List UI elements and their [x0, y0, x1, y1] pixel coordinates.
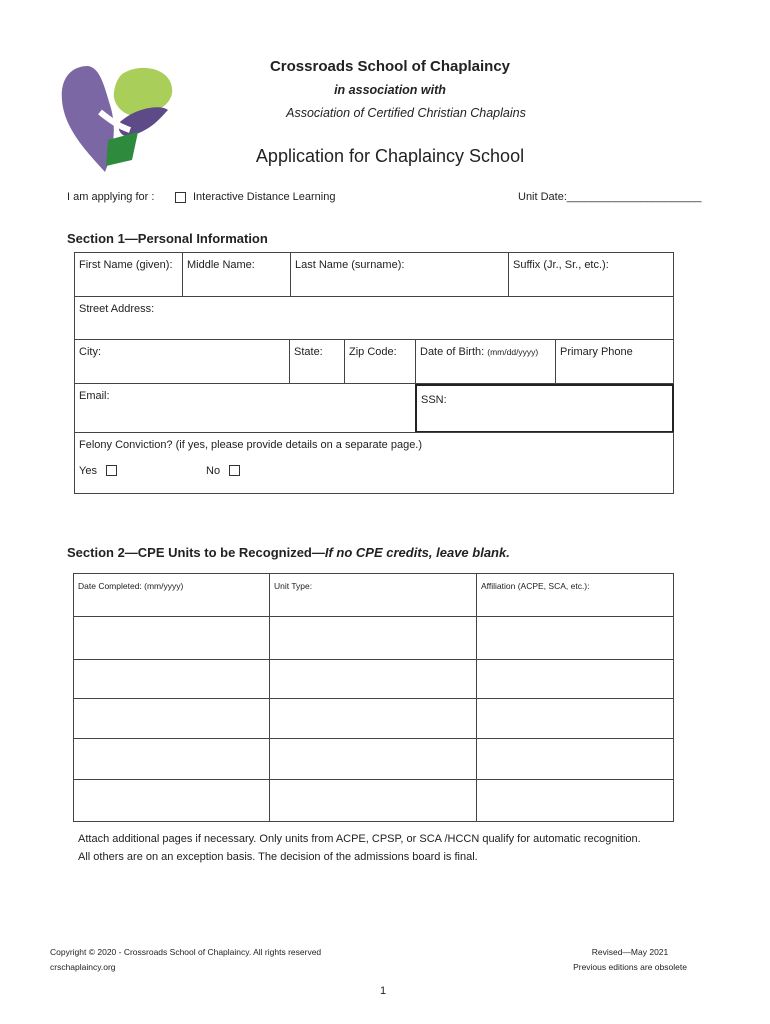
date-of-birth-label: Date of Birth: (mm/dd/yyyy) — [420, 346, 539, 358]
cpe-row2-affiliation[interactable] — [476, 659, 674, 699]
primary-phone-field[interactable] — [555, 339, 674, 384]
cpe-header-date — [73, 573, 270, 617]
association-line: in association with — [334, 83, 446, 97]
suffix-field[interactable] — [508, 252, 674, 297]
cpe-row5-affiliation[interactable] — [476, 779, 674, 822]
footer-revised: Revised—May 2021 — [591, 947, 669, 957]
cpe-row2-date[interactable] — [73, 659, 270, 699]
cpe-header-affiliation-label: Affiliation (ACPE, SCA, etc.): — [481, 581, 590, 591]
cpe-row2-type[interactable] — [269, 659, 477, 699]
felony-conviction-label: Felony Conviction? (if yes, please provide details on a separate page.) — [79, 439, 423, 451]
middle-name-field[interactable] — [182, 252, 291, 297]
form-title: Application for Chaplaincy School — [255, 146, 525, 166]
cpe-row3-affiliation[interactable] — [476, 698, 674, 739]
date-of-birth-format: (mm/dd/yyyy) — [487, 347, 539, 357]
page-number: 1 — [380, 985, 387, 997]
felony-yes-label: Yes — [79, 465, 97, 477]
cpe-header-affiliation — [476, 573, 674, 617]
felony-no-checkbox[interactable] — [229, 465, 240, 476]
cpe-note-1: Attach additional pages if necessary. Only units from ACPE, CPSP, or SCA /HCCN qualify for automatic recognition. — [78, 833, 641, 845]
cpe-header-type — [269, 573, 477, 617]
middle-name-label: Middle Name: — [187, 259, 255, 271]
cpe-row4-type[interactable] — [269, 738, 477, 780]
cpe-row4-date[interactable] — [73, 738, 270, 780]
footer-obsolete: Previous editions are obsolete — [573, 962, 687, 972]
last-name-label: Last Name (surname): — [295, 259, 405, 271]
unit-date-field[interactable]: Unit Date:______________________ — [518, 191, 702, 203]
city-label: City: — [79, 346, 101, 358]
state-field[interactable] — [289, 339, 345, 384]
date-of-birth-field[interactable] — [415, 339, 556, 384]
school-name: Crossroads School of Chaplaincy — [269, 58, 511, 75]
association-name: Association of Certified Christian Chaplains — [286, 106, 526, 120]
section2-title-italic: If no CPE credits, leave blank. — [324, 545, 510, 560]
ssn-field[interactable] — [415, 384, 674, 433]
footer-website: crschaplaincy.org — [50, 962, 116, 972]
felony-no-label: No — [206, 465, 221, 477]
cpe-header-type-label: Unit Type: — [274, 581, 313, 591]
cpe-row3-type[interactable] — [269, 698, 477, 739]
street-address-label: Street Address: — [79, 303, 155, 315]
cpe-row1-affiliation[interactable] — [476, 616, 674, 660]
cpe-row1-type[interactable] — [269, 616, 477, 660]
felony-yes-checkbox[interactable] — [106, 465, 117, 476]
street-address-field[interactable] — [74, 296, 674, 340]
first-name-label: First Name (given): — [79, 259, 173, 271]
cpe-row3-date[interactable] — [73, 698, 270, 739]
cpe-row1-date[interactable] — [73, 616, 270, 660]
first-name-field[interactable] — [74, 252, 183, 297]
email-label: Email: — [79, 390, 110, 402]
section1-title: Section 1—Personal Information — [67, 231, 268, 246]
primary-phone-label: Primary Phone — [560, 346, 633, 358]
cpe-row5-date[interactable] — [73, 779, 270, 822]
felony-conviction-box — [74, 432, 674, 494]
apply-option-label: Interactive Distance Learning — [193, 191, 336, 203]
ssn-label: SSN: — [421, 394, 447, 406]
state-label: State: — [294, 346, 323, 358]
zip-code-label: Zip Code: — [349, 346, 397, 358]
last-name-field[interactable] — [290, 252, 509, 297]
cpe-row4-affiliation[interactable] — [476, 738, 674, 780]
city-field[interactable] — [74, 339, 290, 384]
cpe-row5-type[interactable] — [269, 779, 477, 822]
apply-label: I am applying for : — [67, 191, 155, 203]
section2-title: Section 2—CPE Units to be Recognized—If no CPE credits, leave blank. — [67, 545, 510, 560]
footer-copyright: Copyright © 2020 - Crossroads School of Chaplaincy. All rights reserved — [50, 947, 322, 957]
suffix-label: Suffix (Jr., Sr., etc.): — [513, 259, 609, 271]
zip-code-field[interactable] — [344, 339, 416, 384]
cpe-note-2: All others are on an exception basis. The decision of the admissions board is final. — [78, 851, 478, 863]
email-field[interactable] — [74, 383, 416, 433]
cpe-header-date-label: Date Completed: (mm/yyyy) — [78, 581, 184, 591]
distance-learning-checkbox[interactable] — [175, 192, 186, 203]
